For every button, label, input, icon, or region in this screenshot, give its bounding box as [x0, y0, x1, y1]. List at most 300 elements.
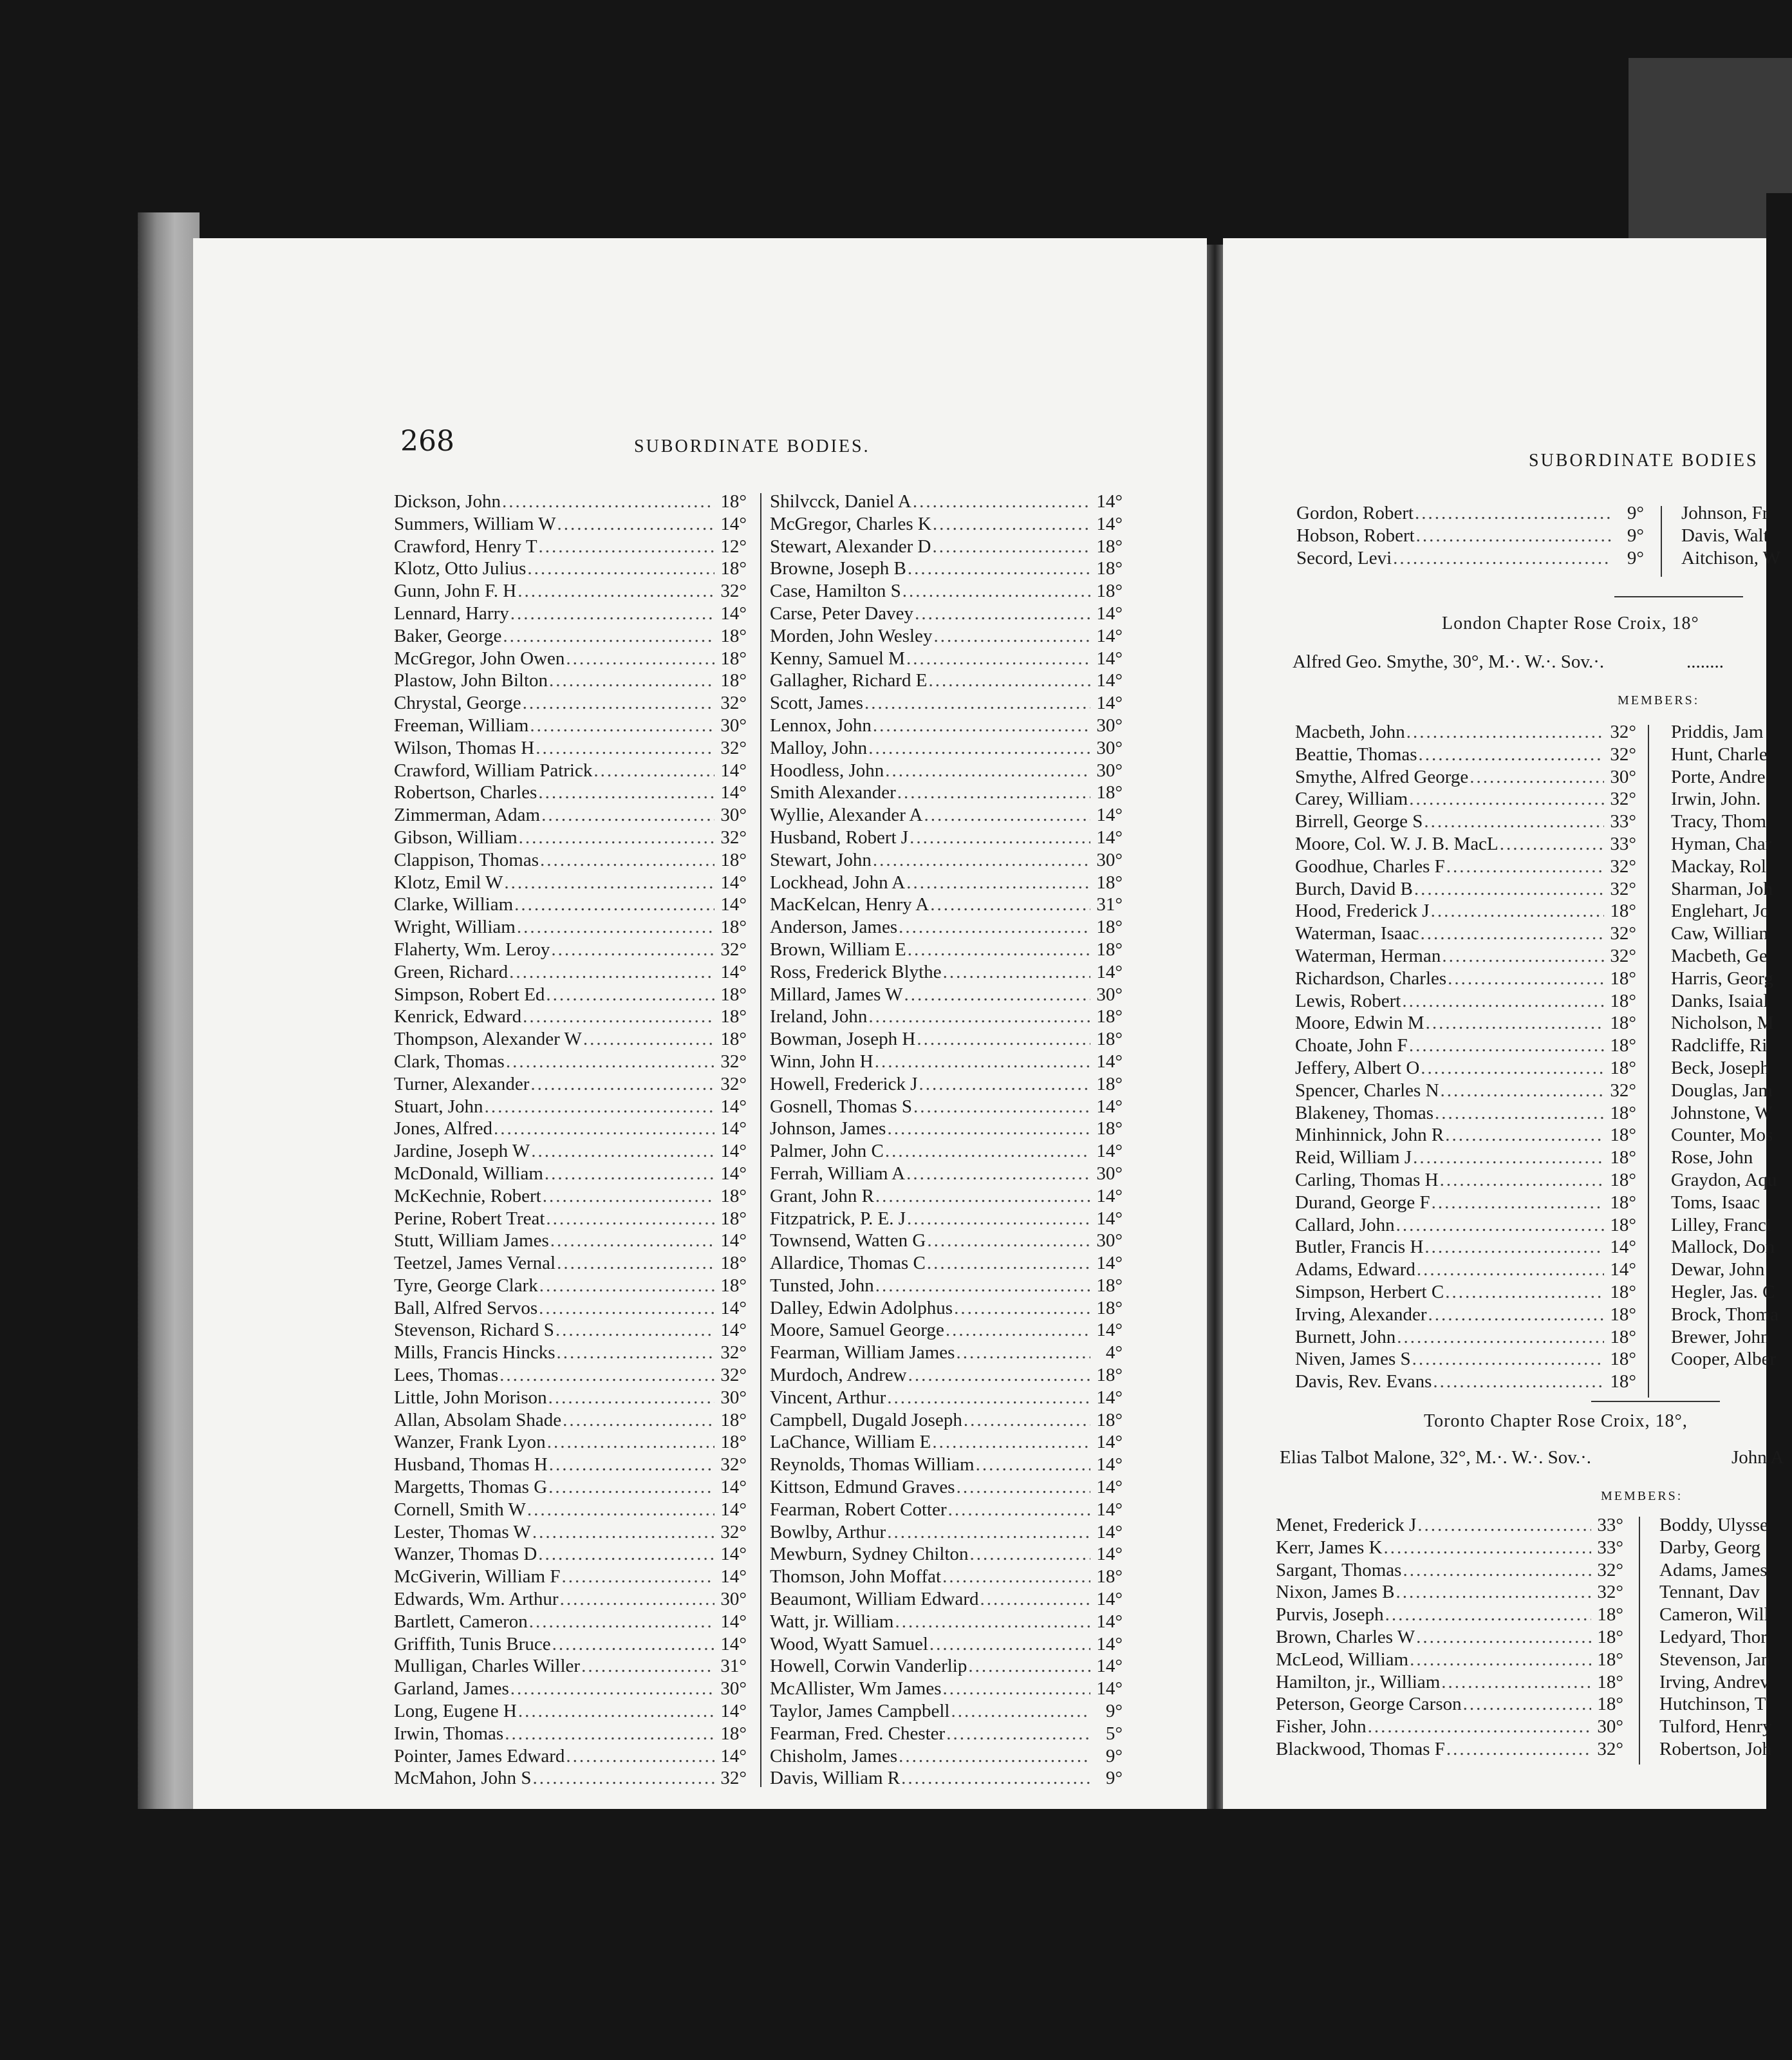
- dot-leader: [942, 1678, 1090, 1700]
- dot-leader: [918, 1073, 1090, 1096]
- member-degree: 18°: [1610, 1057, 1636, 1078]
- member-name: Clark, Thomas: [394, 1051, 505, 1072]
- list-item: [1295, 1147, 1636, 1169]
- member-name: Davis, William R: [770, 1768, 901, 1789]
- list-item: Toms, Isaac: [1671, 1192, 1760, 1213]
- member-name: Blackwood, Thomas F: [1276, 1738, 1445, 1759]
- list-item: Porte, Andre: [1671, 766, 1766, 787]
- dot-leader: [1444, 1281, 1604, 1304]
- list-item: Tennant, Dav: [1659, 1582, 1760, 1603]
- member-name: Baker, George: [394, 625, 502, 646]
- list-item: [770, 1521, 1123, 1544]
- member-degree: 18°: [720, 1006, 747, 1027]
- member-degree: 18°: [1096, 536, 1123, 557]
- member-degree: 14°: [720, 894, 747, 915]
- dot-leader: [1415, 1626, 1591, 1649]
- member-name: Clarke, William: [394, 894, 514, 915]
- member-degree: 14°: [720, 1566, 747, 1587]
- list-item: [394, 513, 747, 536]
- member-degree: 33°: [1610, 833, 1636, 854]
- member-degree: 14°: [1096, 693, 1123, 714]
- list-item: Caw, Willian: [1671, 923, 1769, 944]
- member-name: Wyllie, Alexander A: [770, 805, 923, 826]
- list-item: [1276, 1649, 1623, 1671]
- dot-leader: [556, 513, 715, 536]
- member-degree: 18°: [1597, 1694, 1623, 1715]
- list-item: [394, 1208, 747, 1230]
- dot-leader: [913, 603, 1090, 625]
- member-degree: 18°: [1096, 1118, 1123, 1139]
- member-name: Thompson, Alexander W: [394, 1029, 582, 1050]
- list-item: [394, 1611, 747, 1633]
- member-degree: 14°: [720, 1320, 747, 1341]
- london-chapter-title: London Chapter Rose Croix, 18°: [1442, 613, 1699, 633]
- member-name: Blakeney, Thomas: [1295, 1102, 1434, 1123]
- dot-leader: [955, 1476, 1090, 1499]
- dot-leader: [873, 1051, 1090, 1073]
- list-item: [1276, 1716, 1623, 1738]
- dot-leader: [900, 1767, 1090, 1790]
- list-item: [1296, 502, 1644, 525]
- member-degree: 9°: [1627, 525, 1644, 546]
- member-degree: 14°: [1096, 1544, 1123, 1565]
- member-degree: 18°: [1610, 1281, 1636, 1302]
- list-item: [1295, 1169, 1636, 1192]
- member-degree: 31°: [1096, 894, 1123, 915]
- dot-leader: [927, 670, 1090, 692]
- list-item: [770, 1096, 1123, 1118]
- list-item: [394, 1319, 747, 1342]
- list-item: Brewer, John: [1671, 1326, 1770, 1347]
- list-item: [770, 1409, 1123, 1432]
- member-name: Zimmerman, Adam: [394, 805, 541, 826]
- list-item: [1296, 525, 1644, 547]
- list-item: [394, 1387, 747, 1409]
- dot-leader: [1408, 788, 1604, 810]
- member-name: Malloy, John: [770, 737, 868, 758]
- dot-leader: [897, 1745, 1090, 1768]
- member-degree: 18°: [720, 648, 747, 669]
- dot-leader: [560, 1566, 714, 1588]
- member-name: Anderson, James: [770, 917, 898, 938]
- member-degree: 32°: [720, 1051, 747, 1072]
- member-degree: 14°: [1096, 1477, 1123, 1498]
- member-name: Hood, Frederick J: [1295, 901, 1430, 922]
- member-degree: 30°: [1096, 715, 1123, 736]
- member-name: McGiverin, William F: [394, 1566, 561, 1587]
- dot-leader: [1384, 1604, 1591, 1626]
- list-item: [1276, 1626, 1623, 1649]
- list-item: Mallock, Don: [1671, 1237, 1775, 1258]
- dot-leader: [962, 1409, 1090, 1432]
- member-name: McDonald, William: [394, 1163, 543, 1184]
- list-item: [1295, 1057, 1636, 1080]
- member-name: Richardson, Charles: [1295, 968, 1447, 989]
- member-name: Little, John Morison: [394, 1387, 547, 1408]
- member-name: McAllister, Wm James: [770, 1678, 942, 1700]
- member-name: Hoodless, John: [770, 760, 884, 781]
- dot-leader: [549, 1230, 714, 1252]
- dot-leader: [531, 1521, 714, 1544]
- member-degree: 14°: [720, 961, 747, 982]
- list-item: [394, 1275, 747, 1297]
- member-degree: 14°: [1096, 827, 1123, 848]
- member-name: Waterman, Herman: [1295, 945, 1441, 966]
- member-degree: 14°: [720, 1297, 747, 1318]
- member-name: Brown, Charles W: [1276, 1626, 1415, 1647]
- dot-leader: [1462, 1693, 1591, 1716]
- member-degree: 32°: [1610, 1080, 1636, 1101]
- member-degree: 18°: [1610, 1214, 1636, 1235]
- list-item: [770, 1499, 1123, 1521]
- member-name: Gosnell, Thomas S: [770, 1096, 912, 1117]
- toronto-sovereign: Elias Talbot Malone, 32°, M.·. W.·. Sov.·.: [1280, 1447, 1592, 1468]
- dot-leader: [872, 715, 1090, 737]
- list-item: [770, 1700, 1123, 1723]
- list-item: [770, 849, 1123, 872]
- list-item: [770, 1275, 1123, 1297]
- list-item: [1295, 766, 1636, 789]
- dot-leader: [559, 1588, 714, 1611]
- member-name: Reid, William J: [1295, 1147, 1412, 1168]
- list-item: [770, 894, 1123, 916]
- dot-leader: [547, 1476, 714, 1499]
- dot-leader: [1439, 1080, 1604, 1102]
- member-name: Brown, William E: [770, 939, 906, 960]
- member-name: Husband, Thomas H: [394, 1454, 548, 1475]
- member-name: Burch, David B: [1295, 878, 1413, 899]
- list-item: [1295, 1371, 1636, 1393]
- list-item: [770, 1387, 1123, 1409]
- member-degree: 14°: [720, 1118, 747, 1139]
- list-item: Adams, James: [1659, 1559, 1768, 1580]
- dot-leader: [540, 804, 714, 827]
- dot-leader: [546, 1431, 714, 1454]
- list-item: [394, 760, 747, 782]
- dot-leader: [526, 557, 714, 580]
- member-degree: 32°: [720, 1521, 747, 1542]
- member-degree: 32°: [720, 1768, 747, 1789]
- member-name: Mills, Francis Hincks: [394, 1342, 555, 1363]
- member-degree: 18°: [1096, 872, 1123, 893]
- member-name: McMahon, John S: [394, 1768, 532, 1789]
- column-divider: [760, 493, 761, 1787]
- member-degree: 14°: [720, 513, 747, 534]
- member-name: Nixon, James B: [1276, 1582, 1395, 1603]
- member-degree: 18°: [1610, 1125, 1636, 1146]
- dot-leader: [1408, 1035, 1604, 1057]
- list-item: [394, 737, 747, 760]
- member-name: Minhinnick, John R: [1295, 1125, 1444, 1146]
- member-degree: 14°: [1096, 1096, 1123, 1117]
- member-degree: 18°: [1610, 1192, 1636, 1213]
- list-item: [394, 1723, 747, 1745]
- dot-leader: [526, 1499, 714, 1521]
- member-degree: 33°: [1597, 1515, 1623, 1535]
- dot-leader: [1415, 1259, 1604, 1281]
- dot-leader: [1413, 878, 1604, 901]
- dot-leader: [1444, 1124, 1604, 1147]
- list-item: [770, 1208, 1123, 1230]
- dot-leader: [555, 1342, 714, 1364]
- member-degree: 14°: [1096, 491, 1123, 512]
- member-name: Moore, Edwin M: [1295, 1013, 1424, 1034]
- toronto-members-label: MEMBERS:: [1601, 1489, 1683, 1503]
- list-item: [770, 1543, 1123, 1566]
- dot-leader: [926, 1252, 1090, 1275]
- dot-leader: [565, 648, 714, 670]
- member-degree: 18°: [720, 1208, 747, 1229]
- member-name: Freeman, William: [394, 715, 529, 736]
- london-sovereign-trail: ........: [1686, 651, 1724, 672]
- member-degree: 32°: [1597, 1738, 1623, 1759]
- member-degree: 14°: [1096, 513, 1123, 534]
- dot-leader: [922, 804, 1090, 827]
- member-degree: 32°: [720, 1073, 747, 1094]
- dot-leader: [550, 939, 714, 961]
- list-item: [394, 1767, 747, 1790]
- member-degree: 14°: [1096, 1678, 1123, 1700]
- book-page-edges: [138, 212, 200, 1809]
- dot-leader: [884, 760, 1090, 782]
- member-name: Fearman, Fred. Chester: [770, 1723, 946, 1744]
- member-degree: 14°: [720, 1141, 747, 1162]
- dot-leader: [886, 1387, 1090, 1409]
- member-name: Kenrick, Edward: [394, 1006, 522, 1027]
- list-item: [1295, 1192, 1636, 1214]
- member-degree: 18°: [720, 1409, 747, 1430]
- toronto-members-column-2: [1659, 1514, 1792, 1761]
- member-degree: 32°: [1610, 856, 1636, 877]
- dot-leader: [509, 603, 714, 625]
- member-degree: 18°: [720, 1432, 747, 1453]
- member-name: Husband, Robert J: [770, 827, 909, 848]
- list-item: Hyman, Char: [1671, 833, 1772, 854]
- dot-leader: [501, 625, 714, 648]
- member-degree: 14°: [1096, 1611, 1123, 1632]
- list-item: [394, 1252, 747, 1275]
- list-item: [1295, 945, 1636, 968]
- member-name: Thomson, John Moffat: [770, 1566, 942, 1587]
- member-degree: 18°: [1096, 1365, 1123, 1386]
- dot-leader: [906, 1208, 1090, 1230]
- member-name: Stevenson, Richard S: [394, 1320, 554, 1341]
- member-degree: 14°: [1096, 1051, 1123, 1072]
- member-degree: 18°: [1610, 1013, 1636, 1034]
- member-degree: 18°: [1610, 1035, 1636, 1056]
- list-item: Robertson, Joh: [1659, 1738, 1771, 1759]
- right-running-head: SUBORDINATE BODIES: [1529, 451, 1759, 471]
- section-rule: [1614, 596, 1743, 597]
- member-degree: 31°: [720, 1656, 747, 1677]
- list-item: [394, 1566, 747, 1588]
- member-name: Hamilton, jr., William: [1276, 1671, 1441, 1692]
- list-item: [770, 1342, 1123, 1364]
- member-name: Palmer, John C: [770, 1141, 884, 1162]
- member-degree: 9°: [1105, 1745, 1123, 1766]
- dot-leader: [505, 1051, 714, 1073]
- list-item: [394, 1745, 747, 1768]
- toronto-chapter-title: Toronto Chapter Rose Croix, 18°,: [1424, 1411, 1688, 1431]
- book-gutter: [1207, 245, 1223, 1809]
- dot-leader: [509, 1678, 714, 1700]
- list-item: [770, 513, 1123, 536]
- member-name: Lennard, Harry: [394, 603, 509, 624]
- list-item: [394, 1633, 747, 1656]
- dot-leader: [1445, 856, 1604, 878]
- member-degree: 30°: [720, 1387, 747, 1408]
- list-item: [394, 1588, 747, 1611]
- list-item: Danks, Isaial: [1671, 990, 1769, 1011]
- dot-leader: [1440, 1671, 1591, 1694]
- list-item: [1295, 900, 1636, 922]
- member-degree: 9°: [1627, 503, 1644, 523]
- list-item: [770, 1319, 1123, 1342]
- dot-leader: [1412, 1147, 1604, 1169]
- member-degree: 32°: [1610, 923, 1636, 944]
- member-name: Stutt, William James: [394, 1230, 549, 1251]
- member-degree: 30°: [1096, 849, 1123, 870]
- dot-leader: [1419, 1057, 1604, 1080]
- member-name: Murdoch, Andrew: [770, 1365, 907, 1386]
- member-name: Choate, John F: [1295, 1035, 1408, 1056]
- member-name: Adams, Edward: [1295, 1259, 1415, 1280]
- member-degree: 32°: [720, 1342, 747, 1363]
- list-item: [1276, 1581, 1623, 1604]
- list-item: [1295, 721, 1636, 744]
- member-degree: 14°: [720, 1633, 747, 1654]
- list-item: [394, 1028, 747, 1051]
- member-name: Crawford, William Patrick: [394, 760, 593, 781]
- member-degree: 32°: [720, 827, 747, 848]
- dot-leader: [912, 1096, 1090, 1118]
- member-degree: 14°: [720, 1544, 747, 1565]
- dot-leader: [508, 961, 714, 984]
- member-degree: 30°: [720, 805, 747, 826]
- dot-leader: [1446, 968, 1604, 990]
- list-item: Stevenson, Jan: [1659, 1649, 1771, 1670]
- member-name: Turner, Alexander: [394, 1073, 530, 1094]
- list-item: Davis, Walt: [1681, 525, 1769, 546]
- list-item: Tulford, Henry: [1659, 1716, 1772, 1737]
- left-column-1: [394, 491, 747, 1790]
- member-name: Griffith, Tunis Bruce: [394, 1633, 551, 1654]
- list-item: [770, 827, 1123, 849]
- dot-leader: [1432, 1371, 1604, 1393]
- list-item: [394, 916, 747, 939]
- member-name: Gunn, John F. H: [394, 581, 517, 602]
- member-name: Dalley, Edwin Adolphus: [770, 1297, 953, 1318]
- member-degree: 18°: [720, 1029, 747, 1050]
- list-item: Johnson, Fr: [1681, 503, 1769, 523]
- list-item: [770, 939, 1123, 961]
- list-item: Englehart, Jo: [1671, 901, 1770, 922]
- member-name: Klotz, Otto Julius: [394, 558, 527, 579]
- list-item: Nicholson, M: [1671, 1013, 1774, 1034]
- list-item: [1295, 968, 1636, 990]
- member-name: Simpson, Herbert C: [1295, 1281, 1444, 1302]
- member-degree: 12°: [720, 536, 747, 557]
- list-item: [394, 1364, 747, 1387]
- list-item: Cameron, Will: [1659, 1604, 1769, 1625]
- list-item: Rose, John: [1671, 1147, 1753, 1168]
- list-item: [1296, 547, 1644, 570]
- dot-leader: [886, 1521, 1090, 1544]
- list-item: [394, 1006, 747, 1028]
- member-name: Ferrah, William A: [770, 1163, 906, 1184]
- member-name: Margetts, Thomas G: [394, 1477, 548, 1498]
- member-name: Dickson, John: [394, 491, 501, 512]
- member-name: Howell, Frederick J: [770, 1073, 918, 1094]
- list-item: [394, 625, 747, 648]
- member-name: Browne, Joseph B: [770, 558, 906, 579]
- dot-leader: [538, 1275, 714, 1297]
- member-degree: 14°: [720, 1096, 747, 1117]
- member-name: Birrell, George S: [1295, 811, 1423, 832]
- member-name: Bowman, Joseph H: [770, 1029, 916, 1050]
- dot-leader: [953, 1297, 1090, 1320]
- member-name: Lester, Thomas W: [394, 1521, 531, 1542]
- member-name: Summers, William W: [394, 513, 556, 534]
- dot-leader: [915, 1028, 1090, 1051]
- list-item: [770, 557, 1123, 580]
- member-degree: 14°: [1096, 1320, 1123, 1341]
- member-name: Kerr, James K: [1276, 1537, 1383, 1558]
- member-degree: 32°: [1597, 1559, 1623, 1580]
- member-degree: 18°: [1610, 1102, 1636, 1123]
- member-degree: 14°: [720, 782, 747, 803]
- list-item: [770, 1655, 1123, 1678]
- member-degree: 18°: [1096, 558, 1123, 579]
- list-item: [770, 1028, 1123, 1051]
- list-item: Counter, Mos: [1671, 1125, 1773, 1146]
- list-item: [1276, 1537, 1623, 1559]
- list-item: [394, 536, 747, 558]
- dot-leader: [872, 849, 1090, 872]
- dot-leader: [1411, 1348, 1604, 1371]
- member-name: Moore, Col. W. J. B. MacL: [1295, 833, 1498, 854]
- list-item: Ledyard, Thor: [1659, 1626, 1767, 1647]
- list-item: [394, 1678, 747, 1700]
- dot-leader: [547, 1387, 714, 1409]
- dot-leader: [516, 580, 714, 603]
- member-degree: 18°: [1096, 782, 1123, 803]
- list-item: [770, 1476, 1123, 1499]
- member-name: Jeffery, Albert O: [1295, 1057, 1420, 1078]
- member-degree: 18°: [720, 491, 747, 512]
- member-degree: 32°: [1610, 789, 1636, 810]
- list-item: Lilley, Franci: [1671, 1214, 1771, 1235]
- dot-leader: [945, 1723, 1090, 1745]
- list-item: [394, 849, 747, 872]
- member-name: Wilson, Thomas H: [394, 737, 535, 758]
- member-degree: 30°: [1096, 1230, 1123, 1251]
- member-name: Tyre, George Clark: [394, 1275, 538, 1296]
- member-name: Sargant, Thomas: [1276, 1559, 1402, 1580]
- member-name: McGregor, Charles K: [770, 513, 931, 534]
- list-item: [1295, 1124, 1636, 1147]
- member-degree: 14°: [720, 760, 747, 781]
- list-item: [770, 1051, 1123, 1073]
- list-item: [770, 1118, 1123, 1140]
- member-degree: 9°: [1105, 1701, 1123, 1722]
- member-name: Grant, John R: [770, 1185, 874, 1206]
- member-degree: 18°: [1096, 1409, 1123, 1430]
- member-name: Townsend, Watten G: [770, 1230, 926, 1251]
- list-item: Beck, Joseph: [1671, 1057, 1770, 1078]
- dot-leader: [537, 1297, 714, 1320]
- list-item: [770, 1006, 1123, 1028]
